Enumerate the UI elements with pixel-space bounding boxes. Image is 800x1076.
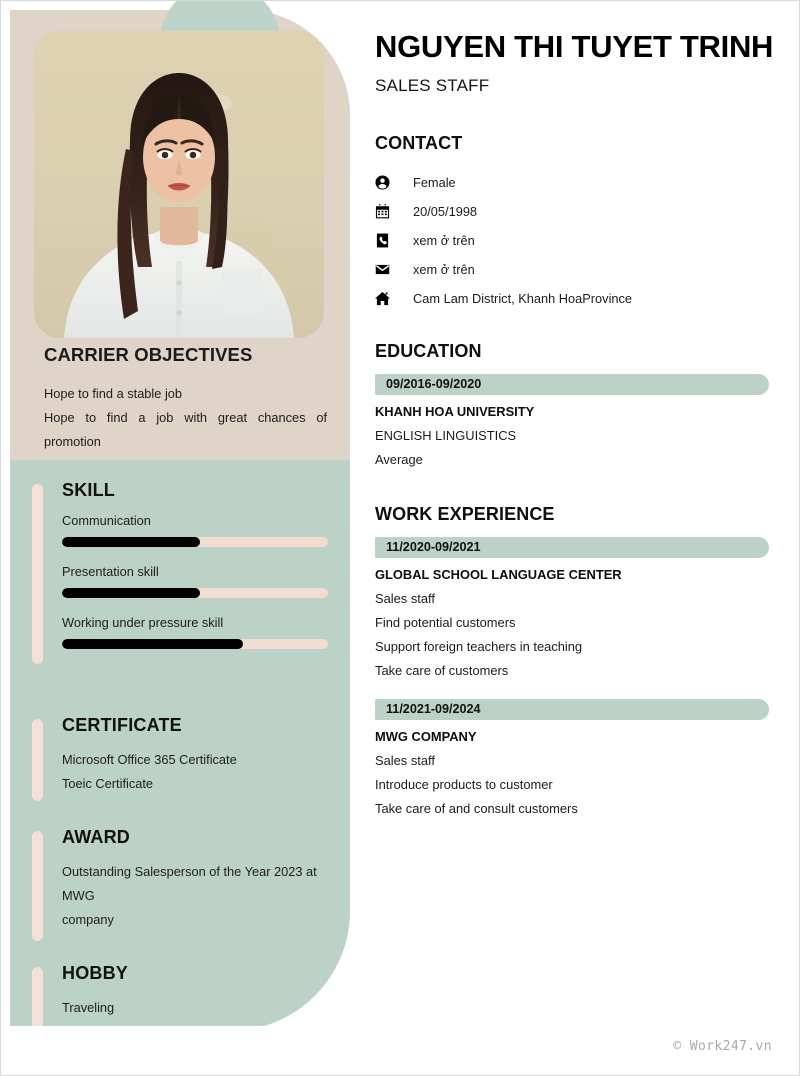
hobby-item: Traveling (62, 1000, 115, 1015)
education-detail: ENGLISH LINGUISTICS (375, 427, 517, 443)
work-detail: Sales staff (375, 590, 435, 606)
certificate-accent-bar (32, 719, 43, 801)
education-section (375, 341, 775, 472)
carrier-objectives-title: CARRIER OBJECTIVES (44, 344, 253, 365)
work-detail: Sales staff (375, 752, 435, 768)
work-org: GLOBAL SCHOOL LANGUAGE CENTER (375, 566, 622, 582)
skill-accent-bar (32, 484, 43, 664)
skill-item (62, 615, 332, 649)
skill-progress-track (62, 588, 328, 598)
work-experience-title: WORK EXPERIENCE (375, 503, 555, 524)
skill-label: Working under pressure skill (62, 615, 224, 630)
work-detail: Introduce products to customer (375, 776, 553, 792)
skill-progress-fill (62, 639, 243, 649)
work-date-badge: 11/2020-09/2021 (375, 537, 769, 558)
award-accent-bar (32, 831, 43, 941)
education-detail: Average (375, 451, 423, 467)
contact-value: 20/05/1998 (413, 203, 478, 219)
carrier-objectives-line: Hope to find a job with great chances of promotion (44, 410, 327, 449)
education-title: EDUCATION (375, 340, 482, 361)
skill-progress-fill (62, 588, 200, 598)
hobby-accent-bar (32, 967, 43, 1029)
contact-title: CONTACT (375, 132, 463, 153)
hobby-section (32, 963, 332, 1020)
work-org: MWG COMPANY (375, 728, 477, 744)
award-item: company (62, 912, 114, 927)
work-entry (375, 699, 775, 821)
contact-value: Female (413, 174, 456, 190)
skill-progress-fill (62, 537, 200, 547)
skill-label: Communication (62, 513, 151, 528)
entry-spacer (375, 683, 775, 699)
person-icon (375, 175, 401, 190)
job-role-subtitle: SALES STAFF (375, 75, 490, 95)
skill-label: Presentation skill (62, 564, 159, 579)
hobby-title: HOBBY (62, 963, 129, 983)
award-item: Outstanding Salesperson of the Year 2023 at MWG (62, 864, 317, 903)
certificate-item: Microsoft Office 365 Certificate (62, 752, 237, 767)
carrier-objectives-line: Hope to find a stable job (44, 386, 183, 401)
certificate-section (32, 715, 332, 796)
calendar-icon (375, 204, 401, 219)
work-experience-section (375, 504, 775, 821)
award-title: AWARD (62, 827, 130, 847)
main-content (375, 29, 775, 821)
work-detail: Support foreign teachers in teaching (375, 638, 583, 654)
contact-value: Cam Lam District, Khanh HoaProvince (413, 290, 633, 306)
education-date-badge: 09/2016-09/2020 (375, 374, 769, 395)
watermark-text: © Work247.vn (673, 1038, 772, 1054)
work-entry (375, 537, 775, 683)
portrait-photo (34, 31, 324, 338)
work-date-badge: 11/2021-09/2024 (375, 699, 769, 720)
skill-item (62, 564, 332, 598)
skill-item (62, 513, 332, 547)
envelope-icon (375, 262, 401, 277)
phone-icon (375, 233, 401, 248)
page-title: NGUYEN THI TUYET TRINH (375, 29, 774, 64)
skill-progress-track (62, 537, 328, 547)
footer (10, 1026, 790, 1066)
sidebar (10, 10, 350, 1031)
contact-row-address (375, 284, 775, 313)
contact-value: xem ở trên (413, 261, 475, 277)
work-detail: Take care of and consult customers (375, 800, 578, 816)
home-icon (375, 291, 401, 306)
award-section (32, 827, 332, 932)
work-detail: Take care of customers (375, 662, 509, 678)
education-org: KHANH HOA UNIVERSITY (375, 403, 535, 419)
contact-row-email (375, 255, 775, 284)
skill-progress-track (62, 639, 328, 649)
skill-title: SKILL (62, 480, 115, 500)
carrier-objectives-section (44, 344, 327, 454)
contact-section (375, 133, 775, 313)
contact-value: xem ở trên (413, 232, 475, 248)
work-detail: Find potential customers (375, 614, 516, 630)
certificate-item: Toeic Certificate (62, 776, 154, 791)
certificate-title: CERTIFICATE (62, 715, 182, 735)
contact-row-phone (375, 226, 775, 255)
contact-row-gender (375, 168, 775, 197)
education-entry (375, 374, 775, 472)
contact-row-birthdate (375, 197, 775, 226)
skill-section (32, 480, 332, 666)
